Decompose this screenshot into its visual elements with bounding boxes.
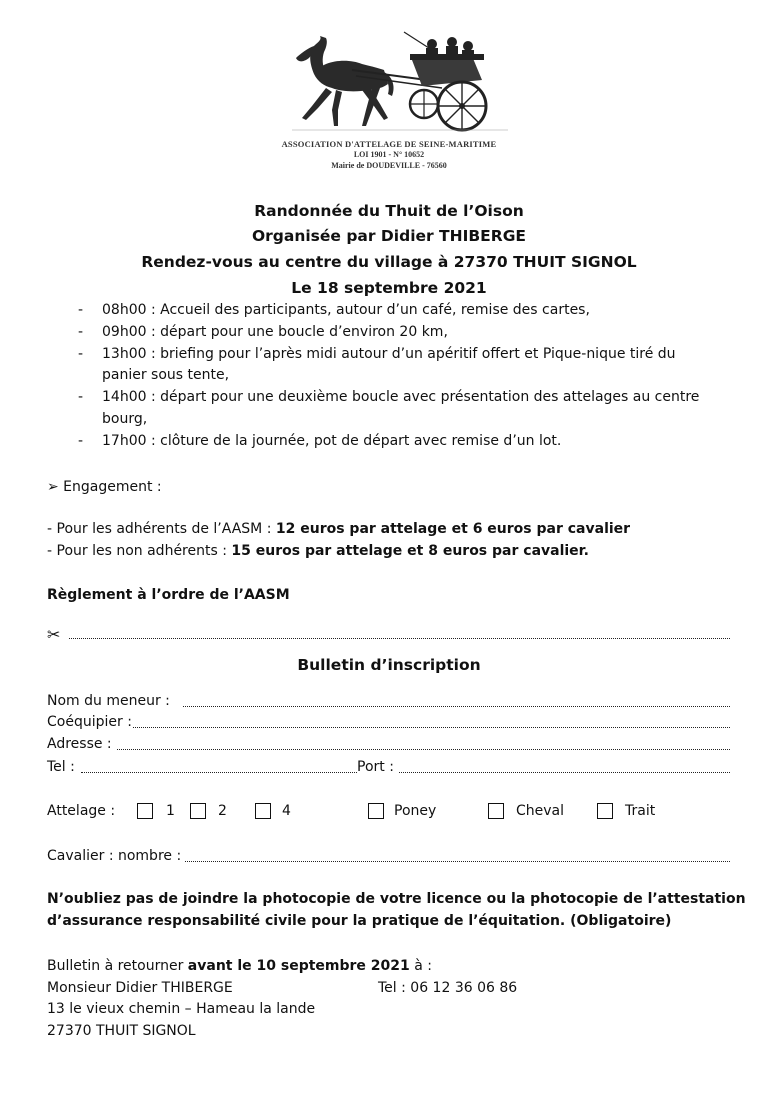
- attelage-2-checkbox[interactable]: [190, 803, 206, 819]
- horse-drawn-carriage-logo: [292, 30, 508, 134]
- riders-count-field[interactable]: Cavalier : nombre :: [47, 848, 730, 868]
- contact-city: 27370 THUIT SIGNOL: [47, 1023, 196, 1039]
- return-deadline: avant le 10 septembre 2021: [187, 958, 410, 974]
- members-price: 12 euros par attelage et 6 euros par cavalier: [275, 521, 631, 537]
- schedule-item: - 14h00 : départ pour une deuxième boucle avec présentation des attelages au centre: [78, 389, 700, 405]
- nonmembers-price: 15 euros par attelage et 8 euros par cavalier.: [231, 543, 589, 559]
- attelage-cheval-label: Cheval: [516, 803, 565, 819]
- attelage-trait-checkbox[interactable]: [597, 803, 613, 819]
- event-title: Randonnée du Thuit de l’Oison: [254, 202, 524, 220]
- attelage-4-label: 4: [282, 803, 291, 819]
- attelage-label: Attelage :: [47, 803, 116, 819]
- schedule-item: - 09h00 : départ pour une boucle d’environ 20 km,: [78, 324, 448, 340]
- driver-name-field[interactable]: Nom du meneur :: [47, 693, 730, 713]
- contact-name: Monsieur Didier THIBERGE: [47, 980, 233, 996]
- schedule-item: - 08h00 : Accueil des participants, autour d’un café, remise des cartes,: [78, 302, 590, 318]
- mobile-field[interactable]: Port :: [357, 759, 730, 779]
- phone-field[interactable]: Tel :: [47, 759, 357, 779]
- attelage-trait-label: Trait: [625, 803, 656, 819]
- schedule-item-continuation: bourg,: [102, 411, 148, 427]
- schedule-item-continuation: panier sous tente,: [102, 367, 230, 383]
- association-name: ASSOCIATION D'ATTELAGE DE SEINE-MARITIME: [281, 139, 497, 149]
- teammate-field[interactable]: Coéquipier :: [47, 714, 730, 734]
- event-meeting-point: Rendez-vous au centre du village à 27370 THUIT SIGNOL: [141, 253, 637, 271]
- return-deadline-line: Bulletin à retourner avant le 10 septembre 2021 à :: [47, 958, 432, 974]
- contact-street: 13 le vieux chemin – Hameau la lande: [47, 1001, 316, 1017]
- schedule-item: - 13h00 : briefing pour l’après midi autour d’un apéritif offert et Pique-nique tiré du: [78, 346, 676, 362]
- attelage-poney-label: Poney: [394, 803, 437, 819]
- schedule-item: - 17h00 : clôture de la journée, pot de départ avec remise d’un lot.: [78, 433, 562, 449]
- contact-phone: Tel : 06 12 36 06 86: [378, 980, 518, 996]
- association-law-line: LOI 1901 - N° 10652: [353, 150, 425, 159]
- insurance-reminder: N’oubliez pas de joindre la photocopie de votre licence ou la photocopie de l’attestation d’assurance responsabilité civile pour la pratique de l’équitation. (Obligatoire): [47, 891, 746, 929]
- attelage-1-checkbox[interactable]: [137, 803, 153, 819]
- event-organizer: Organisée par Didier THIBERGE: [251, 227, 527, 245]
- address-field[interactable]: Adresse :: [47, 736, 730, 756]
- event-date: Le 18 septembre 2021: [291, 279, 487, 297]
- bulletin-title: Bulletin d’inscription: [297, 656, 481, 674]
- attelage-4-checkbox[interactable]: [255, 803, 271, 819]
- members-price-line: - Pour les adhérents de l’AASM : 12 euros par attelage et 6 euros par cavalier: [47, 521, 631, 537]
- payment-note: Règlement à l’ordre de l’AASM: [47, 587, 290, 603]
- association-mairie-line: Mairie de DOUDEVILLE - 76560: [331, 161, 447, 170]
- attelage-cheval-checkbox[interactable]: [488, 803, 504, 819]
- scissors-icon: ✂: [47, 625, 61, 644]
- attelage-2-label: 2: [218, 803, 227, 819]
- attelage-poney-checkbox[interactable]: [368, 803, 384, 819]
- nonmembers-price-line: - Pour les non adhérents : 15 euros par attelage et 8 euros par cavalier.: [47, 543, 589, 559]
- engagement-heading: ➢ Engagement :: [47, 479, 162, 495]
- attelage-1-label: 1: [166, 803, 175, 819]
- cut-line: [47, 625, 730, 646]
